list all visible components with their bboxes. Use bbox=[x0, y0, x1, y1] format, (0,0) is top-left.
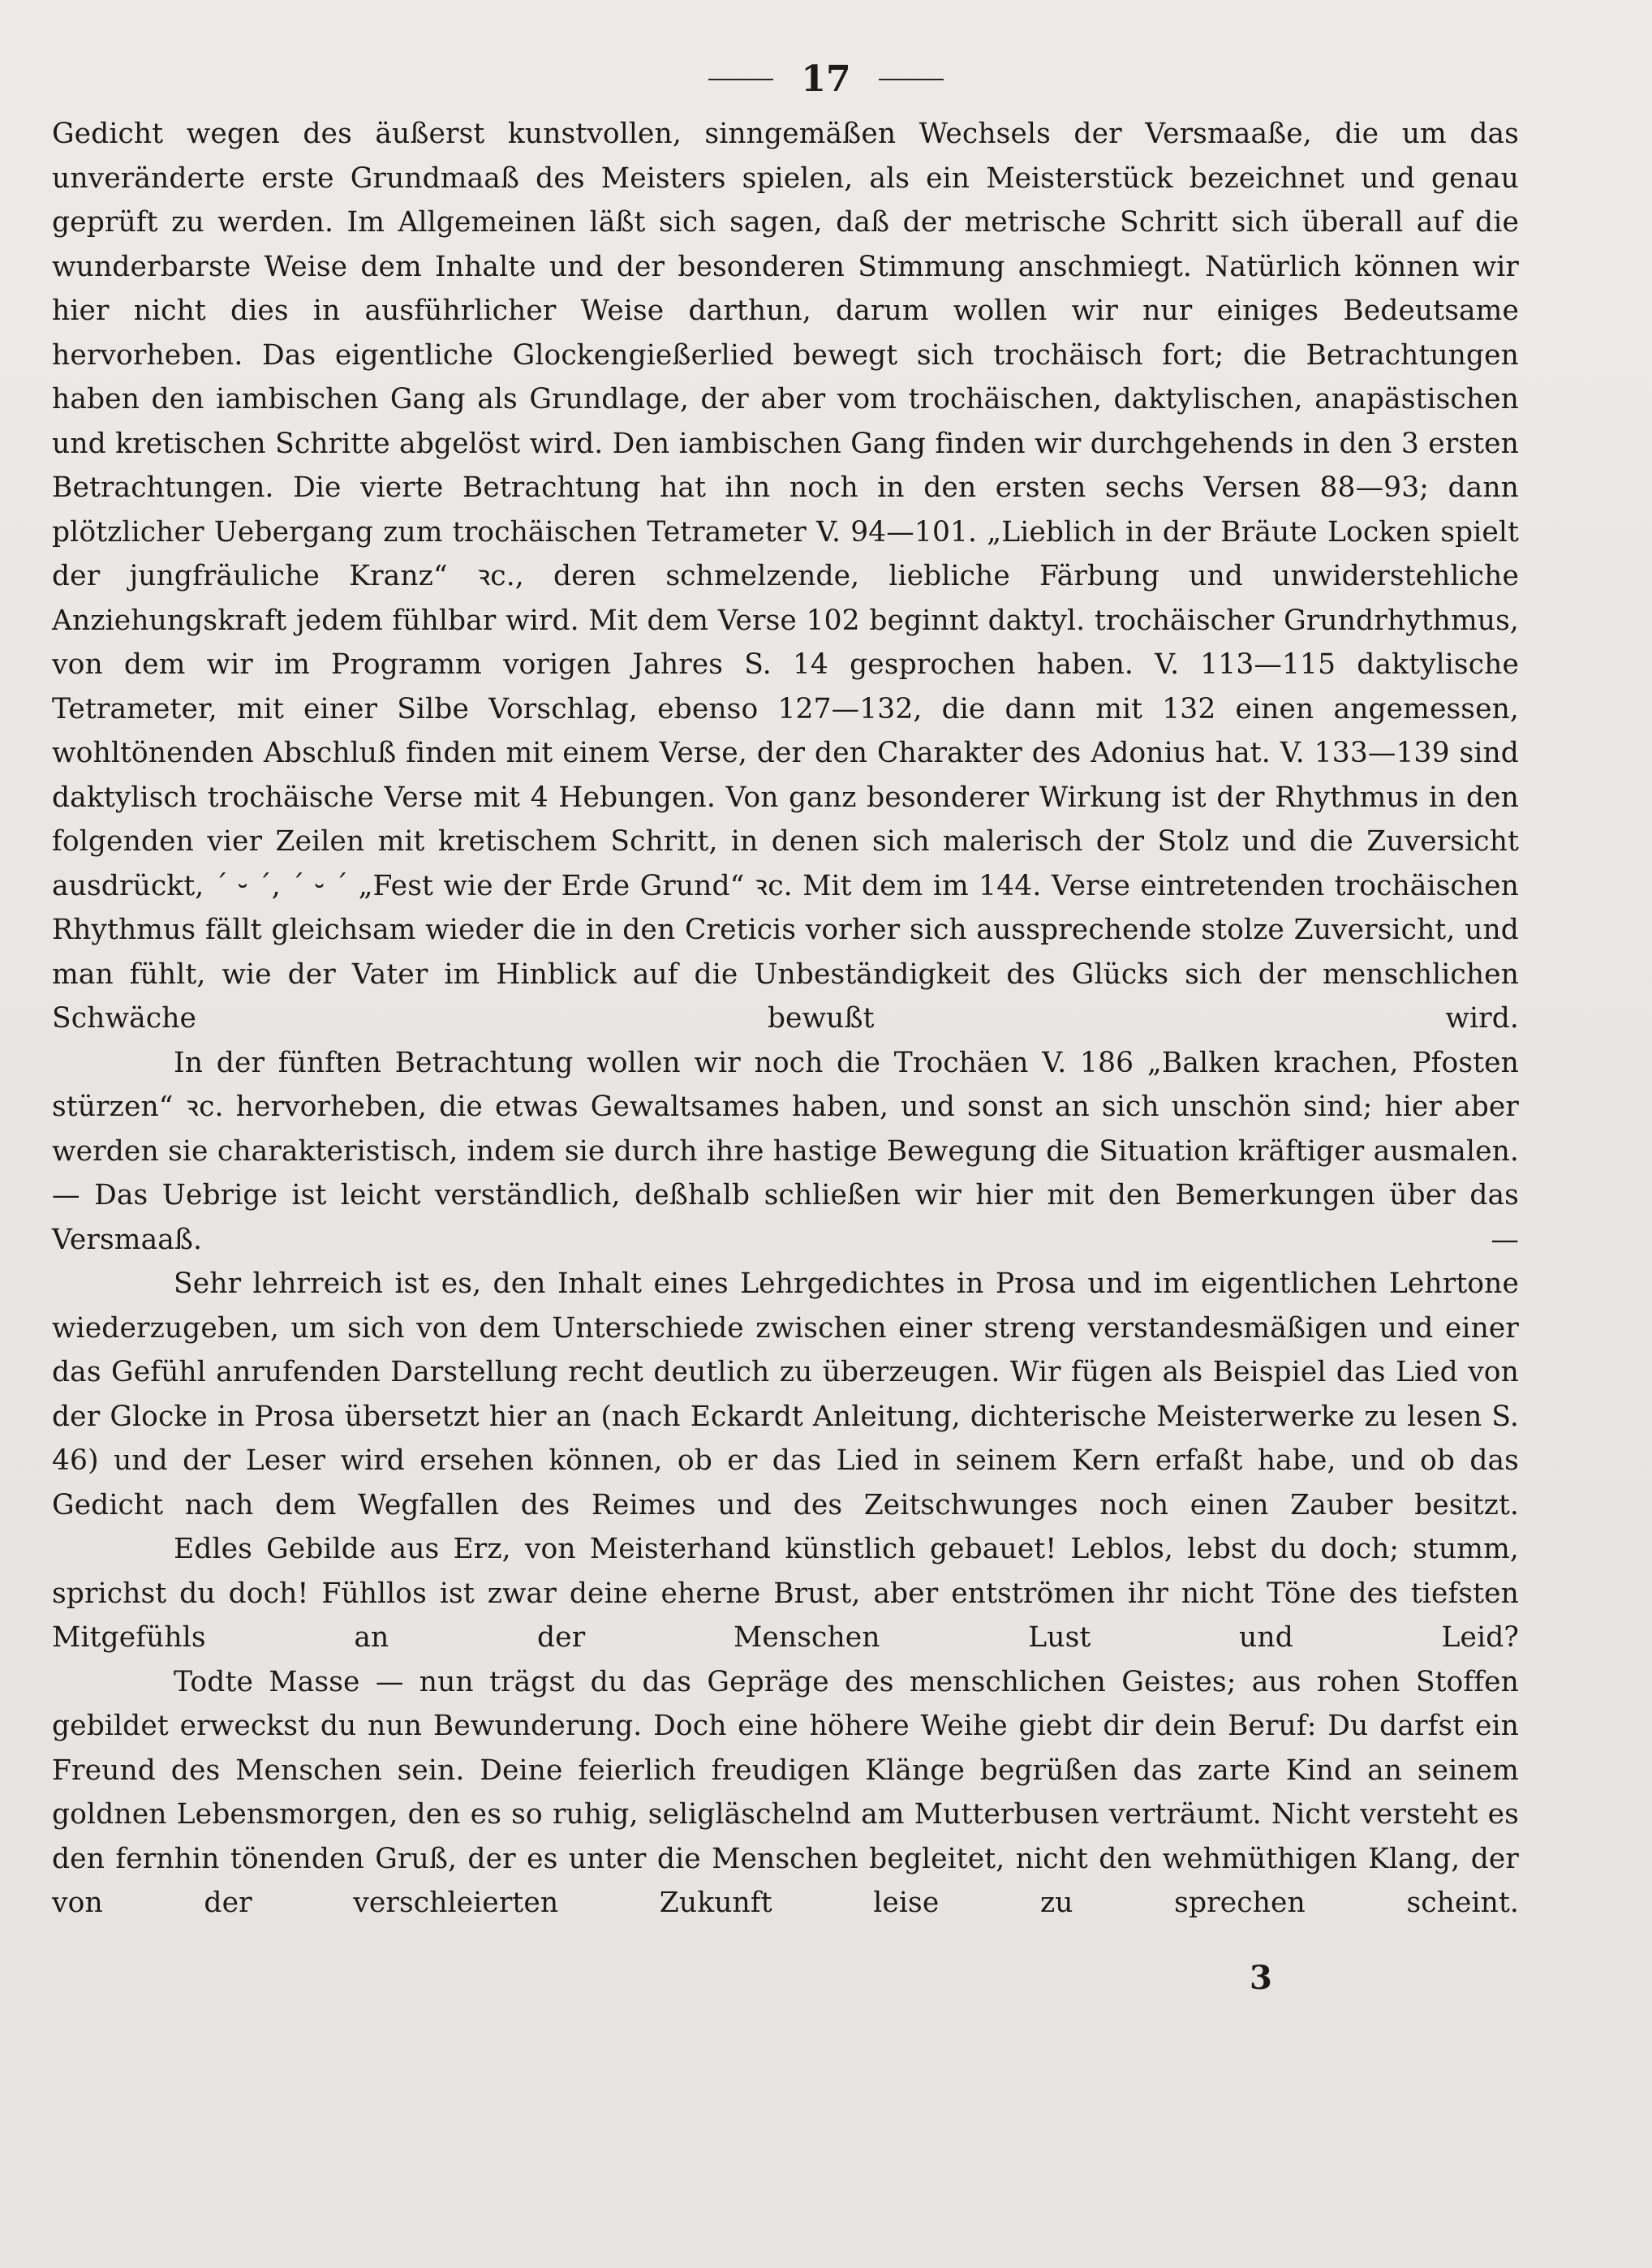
paragraph-prose-bell-1: Edles Gebilde aus Erz, von Meisterhand künstlich gebauet! Leblos, lebst du doch; stumm, sprichst du doch! Fühllos ist zwar deine eherne Brust, aber entströmen ihr nicht Töne des tiefsten Mitgefühls an der Menschen Lust und Leid? bbox=[52, 1533, 1519, 1654]
header-rule-left bbox=[708, 79, 773, 80]
body-text bbox=[52, 112, 1519, 1926]
paragraph-verse-analysis: Gedicht wegen des äußerst kunstvollen, sinngemäßen Wechsels der Versmaaße, die um das unveränderte erste Grundmaaß des Meisters spielen, als ein Meisterstück bezeichnet und genau geprüft zu werden. Im Allgemeinen läßt sich sagen, daß der metrische Schritt sich überall auf die wunderbarste Weise dem Inhalte und der besonderen Stimmung anschmiegt. Natürlich können wir hier nicht dies in ausführlicher Weise darthun, darum wollen wir nur einiges Bedeutsame hervorheben. Das eigentliche Glockengießerlied bewegt sich trochäisch fort; die Betrachtungen haben den iambischen Gang als Grundlage, der aber vom trochäischen, daktylischen, anapästischen und kretischen Schritte abgelöst wird. Den iambischen Gang finden wir durchgehends in den 3 ersten Betrachtungen. Die vierte Betrachtung hat ihn noch in den ersten sechs Versen 88—93; dann plötzlicher Uebergang zum trochäischen Tetrameter V. 94—101. „Lieblich in der Bräute Locken spielt der jungfräuliche Kranz“ ꝛc., deren schmelzende, liebliche Färbung und unwiderstehliche Anziehungskraft jedem fühlbar wird. Mit dem Verse 102 beginnt daktyl. trochäischer Grundrhythmus, von dem wir im Programm vorigen Jahres S. 14 gesprochen haben. V. 113—115 daktylische Tetrameter, mit einer Silbe Vorschlag, ebenso 127—132, die dann mit 132 einen angemessen, wohltönenden Abschluß finden mit einem Verse, der den Charakter des Adonius hat. V. 133—139 sind daktylisch trochäische Verse mit 4 Hebungen. Von ganz besonderer Wirkung ist der Rhythmus in den folgenden vier Zeilen mit kretischem Schritt, in denen sich malerisch der Stolz und die Zuversicht ausdrückt, ´ ⏑ ´, ´ ⏑ ´ „Fest wie der Erde Grund“ ꝛc. Mit dem im 144. Verse eintretenden trochäischen Rhythmus fällt gleichsam wieder die in den Creticis vorher sich aussprechende stolze Zuversicht, und man fühlt, wie der Vater im Hinblick auf die Unbeständigkeit des Glücks sich der menschlichen Schwäche bewußt wird. bbox=[52, 118, 1519, 1035]
paragraph-fifth-section: In der fünften Betrachtung wollen wir noch die Trochäen V. 186 „Balken krachen, Pfosten stürzen“ ꝛc. hervorheben, die etwas Gewaltsames haben, und sonst an sich unschön sind; hier aber werden sie charakteristisch, indem sie durch ihre hastige Bewegung die Situation kräftiger ausmalen. — Das Uebrige ist leicht verständlich, deßhalb schließen wir hier mit den Bemerkungen über das Versmaaß. — bbox=[52, 1046, 1519, 1256]
header-rule-right bbox=[879, 79, 944, 80]
page-number: 17 bbox=[801, 58, 851, 100]
signature-mark: 3 bbox=[1250, 1959, 1272, 1997]
paragraph-prose-bell-2: Todte Masse — nun trägst du das Gepräge des menschlichen Geistes; aus rohen Stoffen gebildet erweckst du nun Bewunderung. Doch eine höhere Weihe giebt dir dein Beruf: Du darfst ein Freund des Menschen sein. Deine feierlich freudigen Klänge begrüßen das zarte Kind an seinem goldnen Lebensmorgen, den es so ruhig, seligläschelnd am Mutterbusen verträumt. Nicht versteht es den fernhin tönenden Gruß, der es unter die Menschen begleitet, nicht den wehmüthigen Klang, der von der verschleierten Zukunft leise zu sprechen scheint. bbox=[52, 1665, 1519, 1919]
paragraph-prose-intro: Sehr lehrreich ist es, den Inhalt eines Lehrgedichtes in Prosa und im eigentlichen Lehrtone wiederzugeben, um sich von dem Unterschiede zwischen einer streng verstandesmäßigen und einer das Gefühl anrufenden Darstellung recht deutlich zu überzeugen. Wir fügen als Beispiel das Lied von der Glocke in Prosa übersetzt hier an (nach Eckardt Anleitung, dichterische Meisterwerke zu lesen S. 46) und der Leser wird ersehen können, ob er das Lied in seinem Kern erfaßt habe, und ob das Gedicht nach dem Wegfallen des Reimes und des Zeitschwunges noch einen Zauber besitzt. bbox=[52, 1267, 1519, 1521]
page-header bbox=[0, 55, 1652, 104]
